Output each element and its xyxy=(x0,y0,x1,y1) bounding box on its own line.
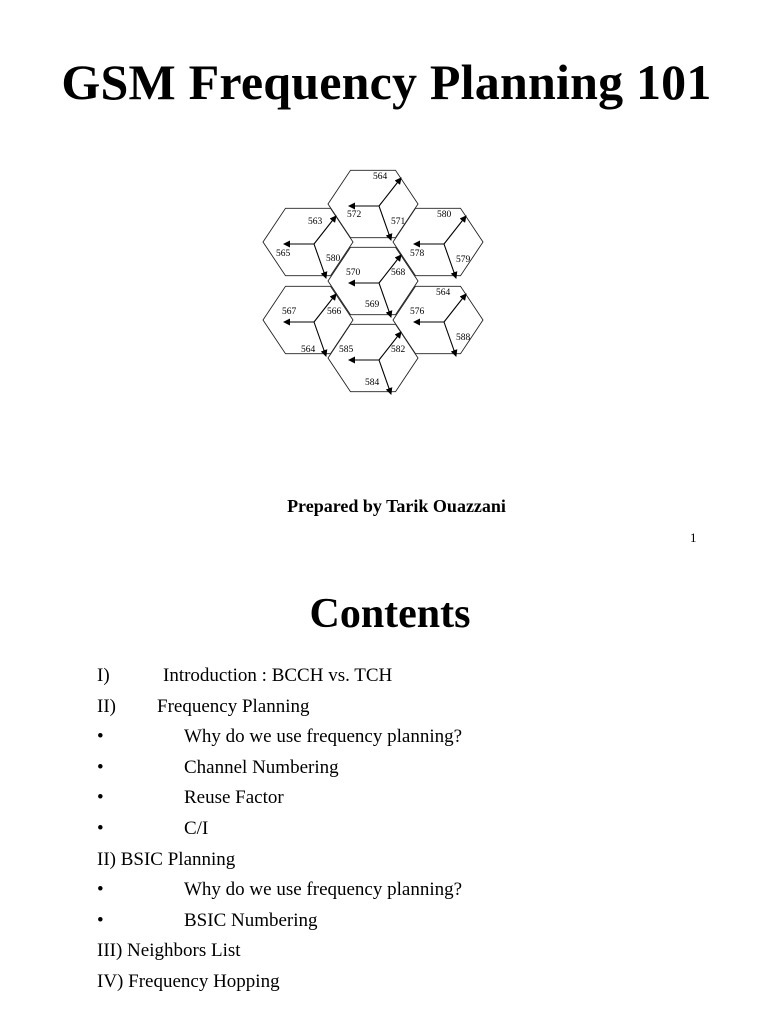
page-title: GSM Frequency Planning 101 xyxy=(61,54,712,110)
channel-label: 580 xyxy=(326,254,341,264)
toc-text: Introduction : BCCH vs. TCH xyxy=(163,665,393,686)
channel-label: 579 xyxy=(456,255,471,265)
sector-arrow xyxy=(314,244,326,278)
toc-marker: • xyxy=(97,756,104,778)
channel-label: 572 xyxy=(347,210,362,220)
toc-text: IV) Frequency Hopping xyxy=(97,970,280,992)
toc-text: III) Neighbors List xyxy=(97,940,241,962)
sector-arrow xyxy=(379,178,401,206)
sector-arrow xyxy=(444,244,456,278)
contents-heading: Contents xyxy=(309,591,471,637)
toc-text: Channel Numbering xyxy=(184,756,339,778)
author-line: Prepared by Tarik Ouazzani xyxy=(287,496,506,516)
channel-label: 568 xyxy=(391,268,406,278)
toc-marker: • xyxy=(97,726,104,748)
sector-arrow xyxy=(444,294,466,322)
channel-label: 571 xyxy=(391,217,406,227)
toc-marker: • xyxy=(97,787,104,809)
channel-label: 563 xyxy=(308,217,323,227)
channel-label: 567 xyxy=(282,307,297,317)
toc-text: Why do we use frequency planning? xyxy=(184,726,463,748)
toc-marker: • xyxy=(97,817,104,839)
sector-arrow xyxy=(379,283,391,317)
sector-arrow xyxy=(314,322,326,356)
toc-text: C/I xyxy=(184,817,209,839)
channel-label: 569 xyxy=(365,300,380,310)
channel-label: 582 xyxy=(391,345,406,355)
channel-label: 580 xyxy=(437,210,452,220)
channel-label: 570 xyxy=(346,268,361,278)
channel-label: 564 xyxy=(373,172,388,182)
channel-label: 588 xyxy=(456,333,471,343)
toc-marker: II) xyxy=(97,695,116,717)
toc-text: BSIC Numbering xyxy=(184,909,318,931)
channel-label: 576 xyxy=(410,307,425,317)
sector-arrow xyxy=(379,360,391,394)
channel-label: 585 xyxy=(339,345,354,355)
toc-text: Reuse Factor xyxy=(184,787,284,809)
toc-text: Frequency Planning xyxy=(157,695,310,717)
channel-labels xyxy=(276,172,471,388)
sector-arrow xyxy=(444,322,456,356)
toc-marker: • xyxy=(97,879,104,901)
channel-label: 564 xyxy=(301,345,316,355)
toc-marker: • xyxy=(97,909,104,931)
channel-label: 584 xyxy=(365,378,380,388)
hex-cell xyxy=(263,286,353,353)
channel-label: 578 xyxy=(410,249,425,259)
channel-label: 564 xyxy=(436,288,451,298)
toc-marker: I) xyxy=(97,665,110,686)
toc-text: II) BSIC Planning xyxy=(97,848,236,870)
sector-arrow xyxy=(444,216,466,244)
toc-text: Why do we use frequency planning? xyxy=(184,879,463,901)
page-number: 1 xyxy=(690,530,697,545)
sector-arrow xyxy=(379,206,391,240)
hex-cell-outlines xyxy=(263,170,483,391)
channel-label: 565 xyxy=(276,249,291,259)
channel-label: 566 xyxy=(327,307,342,317)
